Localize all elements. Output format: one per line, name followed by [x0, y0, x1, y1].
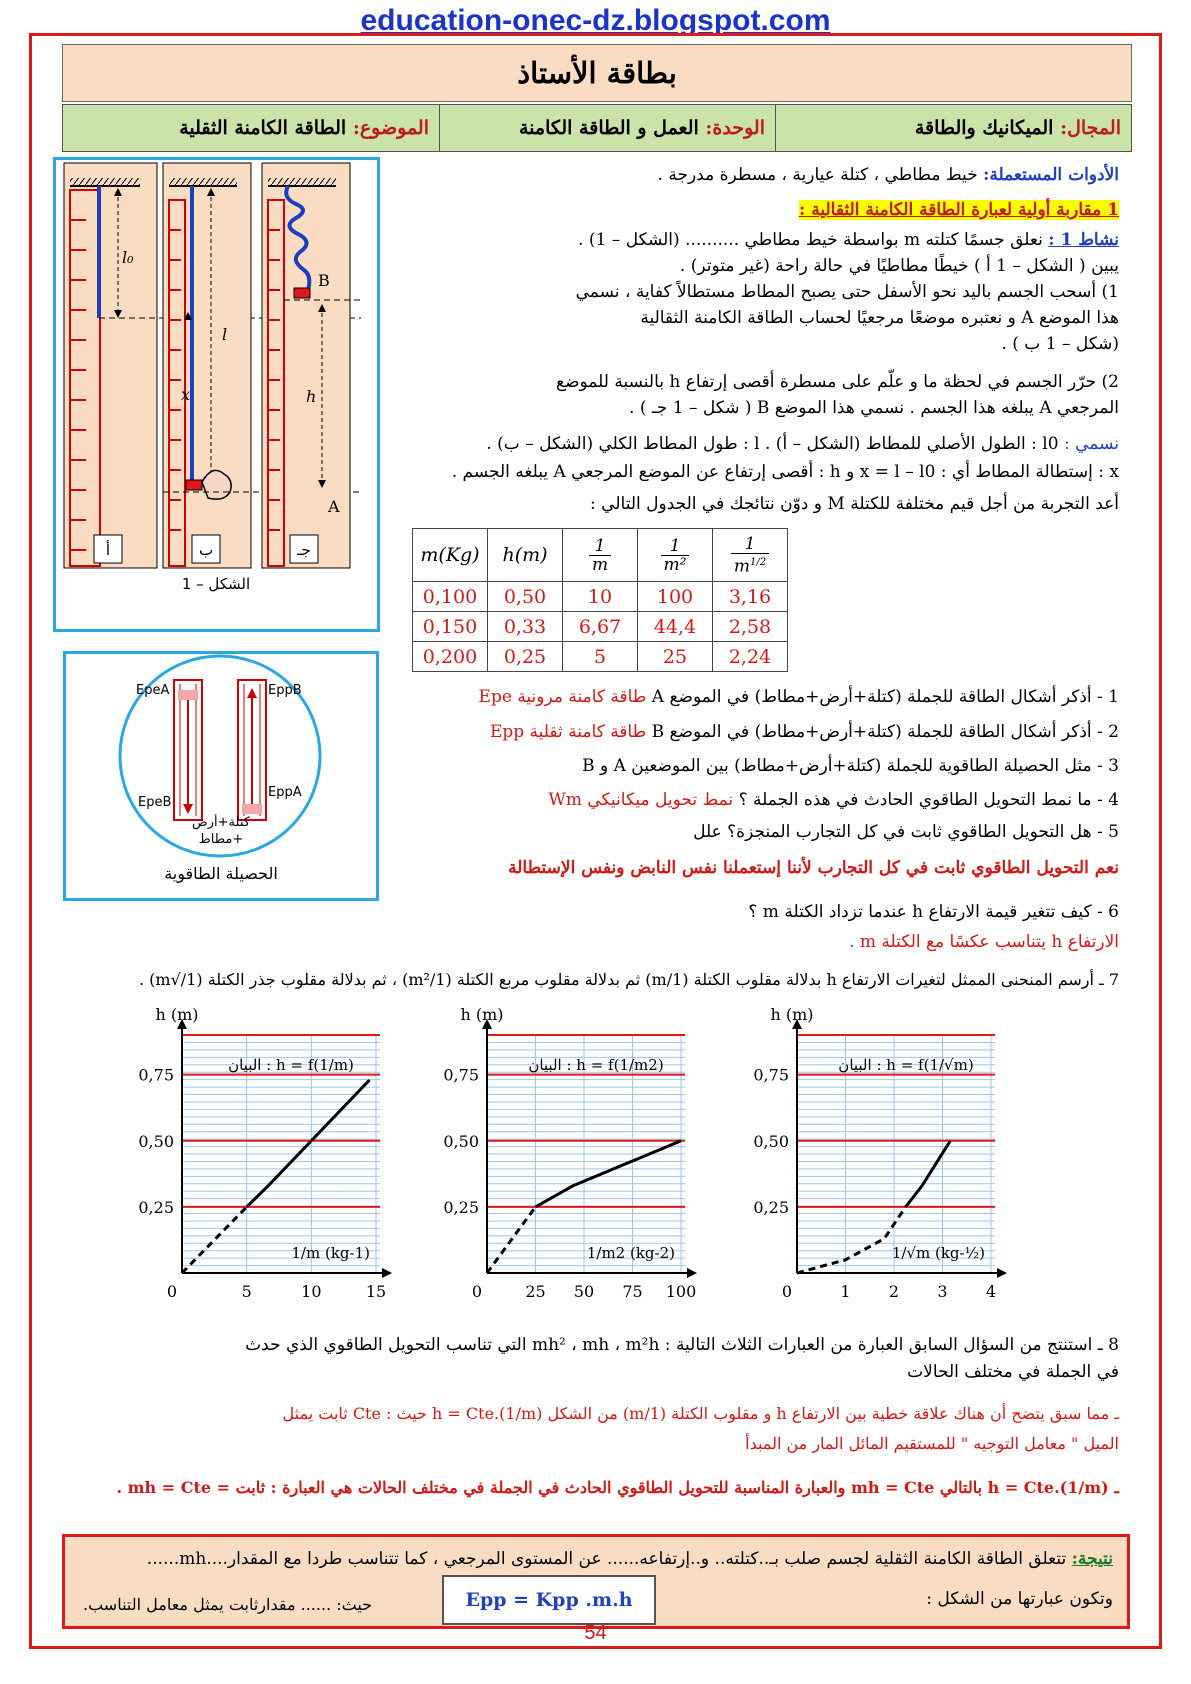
question-4: [548, 788, 1119, 812]
conclusion-box: [62, 1534, 1130, 1629]
question-8-line-1: 8 ـ استنتج من السؤال السابق العبارة من العبارات الثلاث التالية : mh² ، mh ، m²h التي تناسب التحويل الطاقوي الذي حدث: [245, 1335, 1119, 1355]
x-tick-label: 0: [781, 1282, 793, 1301]
table-cell: 0,50: [488, 582, 563, 612]
answer-4: نمط تحويل ميكانيكي Wm: [548, 790, 734, 810]
y-tick-label: 0,75: [443, 1065, 479, 1085]
question-7: 7 ـ أرسم المنحنى الممثل لتغيرات الارتفاع h بدلالة مقلوب الكتلة (1/m) ثم بدلالة مقلوب مربع الكتلة (1/m²) ، ثم بدلالة مقلوب جذر الكتلة (1/√m) .: [139, 970, 1119, 989]
chart-2-svg: [435, 1005, 735, 1310]
y-tick-label: 0,50: [753, 1131, 789, 1151]
x-tick-label: 15: [365, 1282, 387, 1301]
naming-line-3: أعد التجربة من أجل قيم مختلفة للكتلة M و دوّن نتائجك في الجدول التالي :: [590, 494, 1119, 514]
chart-title: البيان : h = f(1/√m): [838, 1056, 974, 1074]
header-inv-sqrt-m: $\frac{1}{m^{1/2}}$: [713, 529, 788, 582]
chart-title: البيان : h = f(1/m2): [528, 1056, 664, 1074]
activity-line-5: (شكل – 1 ب ) .: [1001, 334, 1119, 354]
question-2: [490, 720, 1119, 744]
question-3-text: 3 - مثل الحصيلة الطاقوية للجملة (كتلة+أرض+مطاط) بين الموضعين A و B: [582, 756, 1119, 776]
epp-a-label: EppA: [268, 785, 302, 800]
y-tick-label: 0,50: [138, 1131, 174, 1151]
table-cell: 0,33: [488, 612, 563, 642]
chart-1-svg: [130, 1005, 430, 1310]
page-title: بطاقة الأستاذ: [62, 44, 1132, 102]
unit-label: الوحدة:: [705, 117, 765, 139]
topic-value: الطاقة الكامنة الثقلية: [179, 117, 347, 139]
x-axis-arrow: [382, 1268, 392, 1278]
table-cell: 100: [638, 582, 713, 612]
panel-label-a: أ: [105, 541, 111, 559]
naming-text-1: l0 : الطول الأصلي للمطاط (الشكل – أ) . l : طول المطاط الكلي (الشكل – ب) .: [486, 434, 1059, 454]
system-label: كتلة+أرض +مطاط: [192, 815, 250, 847]
header-inv-m2: $\frac{1}{\text{m²}}$: [638, 529, 713, 582]
y-axis-label: h (m): [770, 1005, 814, 1024]
x-tick-label: 25: [525, 1282, 546, 1301]
y-tick-label: 0,25: [753, 1197, 789, 1217]
conclusion-line-1: [147, 1547, 1113, 1571]
tools-label: الأدوات المستعملة:: [983, 165, 1119, 185]
y-tick-label: 0,25: [443, 1197, 479, 1217]
x-axis-label: 1/√m (kg-½): [891, 1244, 985, 1262]
header-bar: [62, 104, 1132, 152]
conclusion-line-3: حيث: ...... مقدارثابت يمثل معامل التناسب.: [83, 1595, 373, 1614]
field-label: المجال:: [1060, 117, 1121, 139]
x-tick-label: 10: [301, 1282, 322, 1301]
table-row: [413, 582, 788, 612]
page-number: 54: [584, 1622, 607, 1644]
table-row: [413, 612, 788, 642]
chart-3: [745, 1005, 1045, 1314]
y-axis-label: h (m): [460, 1005, 504, 1024]
activity-line-3: 1) أسحب الجسم باليد نحو الأسفل حتى يصبح المطاط مستطالاً كفاية ، نسمي: [575, 282, 1119, 302]
tools-value: خيط مطاطي ، كتلة عيارية ، مسطرة مدرجة .: [657, 165, 978, 185]
header-inv-m: $\frac{1}{m}$: [563, 529, 638, 582]
activity-line-6: 2) حرّر الجسم في لحظة ما و علّم على مسطرة أقصى إرتفاع h بالنسبة للموضع: [556, 372, 1119, 392]
conclusion-label: نتيجة:: [1071, 1549, 1113, 1569]
table-cell: 25: [638, 642, 713, 672]
table-row: [413, 642, 788, 672]
table-cell: 5: [563, 642, 638, 672]
site-url[interactable]: education-onec-dz.blogspot.com: [360, 4, 831, 37]
x-tick-label: 0: [471, 1282, 483, 1301]
x-axis-arrow: [997, 1268, 1007, 1278]
label-x: x: [181, 385, 191, 404]
chart-3-svg: [745, 1005, 1045, 1310]
activity-line-4: هذا الموضع A و نعتبره موضعًا مرجعيًا لحساب الطاقة الكامنة الثقالية: [640, 308, 1119, 328]
x-tick-label: 50: [573, 1282, 595, 1301]
x-tick-label: 75: [622, 1282, 643, 1301]
x-tick-label: 4: [985, 1282, 997, 1301]
label-h: h: [306, 387, 317, 406]
x-axis-label: 1/m2 (kg-2): [586, 1244, 675, 1262]
table-cell: 0,25: [488, 642, 563, 672]
answer-6: الارتفاع h يتناسب عكسًا مع الكتلة m .: [849, 932, 1119, 952]
section-1-heading: [799, 198, 1119, 222]
section-1-title: 1 مقاربة أولية لعبارة الطاقة الكامنة الثقالية :: [799, 200, 1119, 220]
chart-2: [435, 1005, 735, 1314]
question-5-text: 5 - هل التحويل الطاقوي ثابت في كل التجارب المنجزة؟ علل: [693, 822, 1119, 842]
unit-value: العمل و الطاقة الكامنة: [519, 117, 699, 139]
activity-line-7: المرجعي A يبلغه هذا الجسم . نسمي هذا الموضع B ( شكل – 1 جـ ) .: [629, 398, 1119, 418]
activity-line-1: [578, 228, 1119, 252]
label-l0: l₀: [122, 248, 134, 267]
naming-line-2: x : إستطالة المطاط أي : x = l – l0 و h : أقصى إرتفاع عن الموضع المرجعي A يبلغه الجسم .: [451, 462, 1119, 482]
table-header-row: [413, 529, 788, 582]
label-B: B: [318, 271, 330, 290]
x-tick-label: 2: [888, 1282, 900, 1301]
figure-1-drawing: [56, 160, 377, 629]
header-m: m(Kg): [413, 529, 488, 582]
label-l: l: [222, 325, 228, 344]
answer-2: طاقة كامنة ثقلية Epp: [489, 722, 647, 742]
field-cell: [775, 105, 1131, 151]
figure-1: [53, 157, 380, 632]
epe-b-label: EpeB: [138, 795, 172, 810]
x-tick-label: 0: [166, 1282, 178, 1301]
table-cell: 44,4: [638, 612, 713, 642]
y-tick-label: 0,25: [138, 1197, 174, 1217]
table-cell: 0,100: [413, 582, 488, 612]
question-4-text: 4 - ما نمط التحويل الطاقوي الحادث في هذه الجملة ؟: [738, 790, 1119, 810]
question-3: [582, 754, 1119, 778]
x-tick-label: 1: [840, 1282, 851, 1301]
epe-a-label: EpeA: [136, 683, 170, 698]
activity-line-2: يبين ( الشكل – 1 أ ) خيطًا مطاطيًا في حالة راحة (غير متوتر) .: [679, 256, 1119, 276]
table-cell: 2,58: [713, 612, 788, 642]
naming-line-1: [486, 432, 1119, 456]
data-table-wrap: [412, 528, 788, 672]
chart-title: البيان : h = f(1/m): [228, 1056, 354, 1074]
panel-label-b: ب: [198, 541, 214, 559]
answer-8-line-2: الميل " معامل التوجيه " للمستقيم المائل المار من المبدأ: [745, 1434, 1119, 1453]
unit-cell: [439, 105, 775, 151]
answer-5: نعم التحويل الطاقوي ثابت في كل التجارب لأننا إستعملنا نفس النابض ونفس الإستطالة: [508, 858, 1119, 878]
energy-chain-figure: [63, 651, 379, 901]
table-cell: 10: [563, 582, 638, 612]
activity-label: نشاط 1 :: [1048, 230, 1119, 250]
tools-line: [658, 163, 1119, 187]
answer-8-line-3: ـ h = Cte.(1/m) بالتالي mh = Cte والعبارة المناسبة للتحويل الطاقوي الحادث في الجملة في مختلف الحالات هي العبارة : ثابت = mh = Cte .: [116, 1478, 1119, 1497]
question-6: 6 - كيف تتغير قيمة الارتفاع h عندما تزداد الكتلة m ؟: [748, 902, 1119, 922]
x-tick-label: 5: [241, 1282, 252, 1301]
naming-label: نسمي :: [1063, 434, 1119, 454]
energy-chain-drawing: [66, 654, 376, 898]
chart-1: [130, 1005, 430, 1314]
table-cell: 3,16: [713, 582, 788, 612]
field-value: الميكانيك والطاقة: [914, 117, 1054, 139]
y-tick-label: 0,75: [138, 1065, 174, 1085]
answer-1: طاقة كامنة مرونية Epe: [478, 687, 647, 707]
label-A: A: [328, 497, 340, 516]
formula-box: Epp = Kpp .m.h: [442, 1575, 656, 1625]
y-tick-label: 0,50: [443, 1131, 479, 1151]
table-cell: 6,67: [563, 612, 638, 642]
answer-8-line-1: ـ مما سبق يتضح أن هناك علاقة خطية بين الارتفاع h و مقلوب الكتلة (1/m) من الشكل h = Cte.(1/m) حيث : Cte ثابت يمثل: [282, 1404, 1119, 1423]
table-cell: 0,200: [413, 642, 488, 672]
table-cell: 2,24: [713, 642, 788, 672]
question-2-text: 2 - أذكر أشكال الطاقة للجملة (كتلة+أرض+مطاط) في الموضع B: [651, 722, 1119, 742]
panel-label-c: جـ: [297, 541, 311, 559]
topic-cell: [63, 105, 439, 151]
table-cell: 0,150: [413, 612, 488, 642]
x-axis-label: 1/m (kg-1): [291, 1244, 370, 1262]
question-5: [693, 820, 1119, 844]
epp-b-label: EppB: [268, 683, 302, 698]
energy-chain-caption: الحصيلة الطاقوية: [164, 864, 278, 883]
question-1-text: 1 - أذكر أشكال الطاقة للجملة (كتلة+أرض+مطاط) في الموضع A: [651, 687, 1119, 707]
x-tick-label: 3: [937, 1282, 948, 1301]
x-tick-label: 100: [665, 1282, 697, 1301]
conclusion-text-1: تتعلق الطاقة الكامنة الثقلية لجسم صلب بـ..كتلته.. و..إرتفاعه...... عن المستوى المرجعي ، كما تتناسب طردا مع المقدار....mh......: [146, 1549, 1067, 1569]
activity-text-1: نعلق جسمًا كتلته m بواسطة خيط مطاطي .......... (الشكل – 1) .: [578, 230, 1043, 250]
topic-label: الموضوع:: [352, 117, 429, 139]
question-1: [479, 685, 1119, 709]
header-h: h(m): [488, 529, 563, 582]
x-axis-arrow: [687, 1268, 697, 1278]
y-tick-label: 0,75: [753, 1065, 789, 1085]
data-table: [412, 528, 788, 672]
y-axis-label: h (m): [155, 1005, 199, 1024]
question-8-line-2: في الجملة في مختلف الحالات: [907, 1362, 1119, 1382]
conclusion-line-2: وتكون عبارتها من الشكل :: [926, 1589, 1113, 1609]
figure-1-caption: الشكل – 1: [181, 575, 251, 593]
